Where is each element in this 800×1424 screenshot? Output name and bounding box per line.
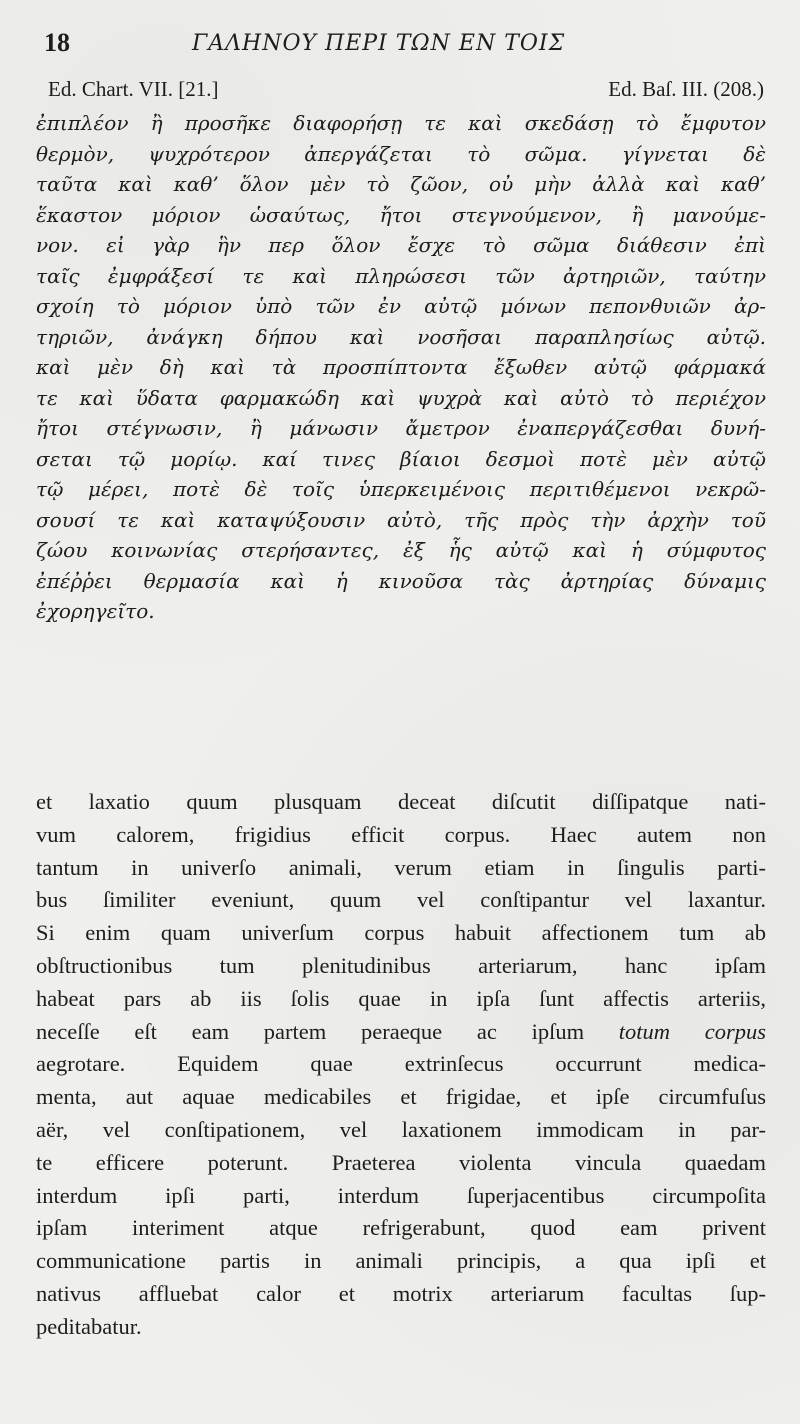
greek-text-line: ἐχορηγεῖτο.: [36, 599, 155, 623]
latin-text-line: peditabatur.: [36, 1313, 142, 1339]
edition-reference-left: Ed. Chart. VII. [21.]: [48, 77, 219, 101]
latin-text-line: obſtructionibus tum plenitudinibus arteriarum, hanc ipſam: [36, 952, 766, 978]
greek-text-line: ταῦτα καὶ καθ’ ὅλον μὲν τὸ ζῶον, οὐ μὴν ἀλλὰ καὶ καθ’: [36, 172, 766, 196]
greek-text-line: ταῖς ἐμφράξεσί τε καὶ πληρώσεσι τῶν ἀρτηριῶν, ταύτην: [36, 263, 766, 288]
edition-reference-right: Ed. Baſ. III. (208.): [608, 77, 764, 101]
latin-text-line: nativus affluebat calor et motrix arteriarum facultas ſup-: [36, 1280, 766, 1306]
greek-text-line: ἤτοι στέγνωσιν, ἢ μάνωσιν ἄμετρον ἐναπεργάζεσθαι δυνή-: [36, 416, 766, 440]
greek-text-line: νον. εἰ γὰρ ἣν περ ὅλον ἔσχε τὸ σῶμα διάθεσιν ἐπὶ: [36, 233, 766, 257]
greek-text-line: τῷ μέρει, ποτὲ δὲ τοῖς ὑπερκειμένοις περιτιθέμενοι νεκρῶ-: [36, 477, 766, 501]
latin-text-line: bus ſimiliter eveniunt, quum vel conſtipantur vel laxantur.: [36, 887, 766, 913]
latin-text-line: te efficere poterunt. Praeterea violenta vincula quaedam: [36, 1149, 766, 1175]
latin-text-line: vum calorem, frigidius efficit corpus. Haec autem non: [36, 821, 766, 847]
latin-text-line: Si enim quam univerſum corpus habuit affectionem tum ab: [36, 920, 766, 946]
greek-text-line: θερμὸν, ψυχρότερον ἀπεργάζεται τὸ σῶμα. γίγνεται δὲ: [36, 141, 766, 166]
greek-text-line: ἐπέῤῥει θερμασία καὶ ἡ κινοῦσα τὰς ἀρτηρίας δύναμις: [36, 568, 766, 593]
greek-text-line: ζώου κοινωνίας στερήσαντες, ἐξ ἧς αὐτῷ καὶ ἡ σύμφυτος: [36, 538, 766, 562]
page-number: 18: [44, 28, 70, 57]
latin-text-line: ipſam interiment atque refrigerabunt, quod eam privent: [36, 1215, 766, 1241]
latin-text-line: communicatione partis in animali principis, a qua ipſi et: [36, 1248, 766, 1274]
greek-text-line: σουσί τε καὶ καταψύξουσιν αὐτὸ, τῆς πρὸς τὴν ἀρχὴν τοῦ: [36, 507, 766, 532]
latin-text-line: aër, vel conſtipationem, vel laxationem immodicam in par-: [36, 1116, 766, 1142]
greek-text-line: τηριῶν, ἀνάγκη δήπου καὶ νοσῆσαι παραπλησίως αὐτῷ.: [36, 324, 766, 349]
latin-text-line: menta, aut aquae medicabiles et frigidae, et ipſe circumfuſus: [36, 1084, 766, 1110]
latin-text-line: tantum in univerſo animali, verum etiam in ſingulis parti-: [36, 854, 766, 880]
greek-text-line: σχοίη τὸ μόριον ὑπὸ τῶν ἐν αὐτῷ μόνων πεπονθυιῶν ἀρ-: [36, 294, 766, 318]
greek-text-line: καὶ μὲν δὴ καὶ τὰ προσπίπτοντα ἔξωθεν αὐτῷ φάρμακά: [36, 355, 766, 379]
greek-text-line: τε καὶ ὕδατα φαρμακώδη καὶ ψυχρὰ καὶ αὐτὸ τὸ περιέχον: [36, 385, 766, 410]
greek-text-line: ἐπιπλέον ἢ προσῆκε διαφορήσῃ τε καὶ σκεδάσῃ τὸ ἔμφυτον: [36, 111, 766, 135]
running-title: ΓΑΛΗΝΟΥ ΠΕΡΙ ΤΩΝ ΕΝ ΤΟΙΣ: [192, 31, 566, 56]
italic-phrase: totum corpus: [618, 1018, 766, 1044]
latin-text-block: [36, 786, 766, 1344]
greek-text-line: ἕκαστον μόριον ὡσαύτως, ἤτοι στεγνούμενον, ἢ μανούμε-: [36, 202, 766, 227]
latin-text-line: et laxatio quum plusquam deceat diſcutit diſſipatque nati-: [36, 789, 766, 814]
latin-text-line: aegrotare. Equidem quae extrinſecus occurrunt medica-: [36, 1051, 766, 1077]
greek-text-block: [36, 108, 766, 627]
latin-text-line: interdum ipſi parti, interdum ſuperjacentibus circumpoſita: [36, 1182, 766, 1208]
page-header: [44, 28, 764, 68]
latin-text-line: neceſſe eſt eam partem peraeque ac ipſum totum corpus: [36, 1018, 766, 1044]
greek-text-line: σεται τῷ μορίῳ. καί τινες βίαιοι δεσμοὶ ποτὲ μὲν αὐτῷ: [36, 446, 766, 471]
latin-text-line: habeat pars ab iis ſolis quae in ipſa ſunt affectis arteriis,: [36, 985, 766, 1011]
